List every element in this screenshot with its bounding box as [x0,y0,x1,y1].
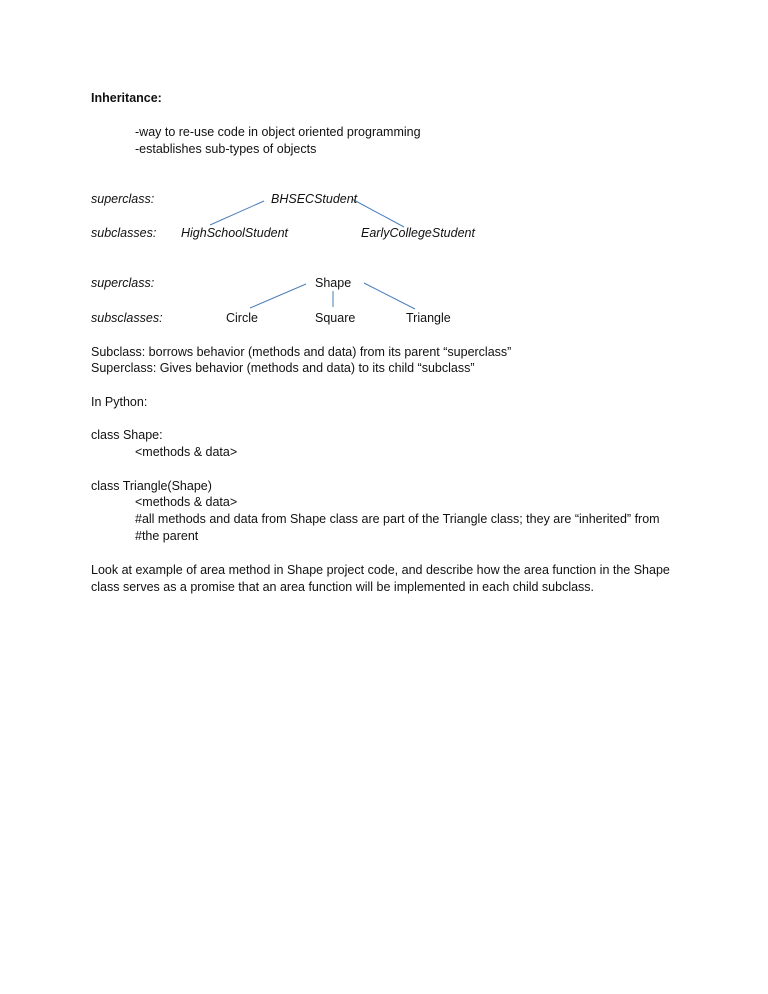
tree-root-bhsecstudent: BHSECStudent [271,192,358,206]
code-body: <methods & data> [135,495,238,509]
tree-child-circle: Circle [226,311,258,325]
connector-bhsec-highschool [210,201,264,225]
code-comment: #the parent [135,529,199,543]
definition-subclass: Subclass: borrows behavior (methods and data) from its parent “superclass” [91,345,512,359]
tree-child-highschoolstudent: HighSchoolStudent [181,226,289,240]
prompt-line: Look at example of area method in Shape project code, and describe how the area function in the Shape [91,563,670,577]
tree-root-shape: Shape [315,276,352,290]
python-heading: In Python: [91,395,148,409]
section-heading: Inheritance: [91,91,162,105]
code-line: class Triangle(Shape) [91,479,212,493]
bullet-item: -establishes sub-types of objects [135,142,317,156]
superclass-label: superclass: [91,192,155,206]
bullet-item: -way to re-use code in object oriented programming [135,125,421,139]
connector-shape-circle [250,284,306,308]
subclasses-label: subsclasses: [91,311,163,325]
subclasses-label: subclasses: [91,226,157,240]
tree-child-earlycollegestudent: EarlyCollegeStudent [361,226,475,240]
code-body: <methods & data> [135,445,238,459]
connector-shape-triangle [364,283,415,309]
superclass-label: superclass: [91,276,155,290]
tree-child-square: Square [315,311,356,325]
code-comment: #all methods and data from Shape class are part of the Triangle class; they are “inherited” from [135,512,660,526]
connector-bhsec-earlycollege [352,199,404,227]
code-line: class Shape: [91,428,163,442]
definition-superclass: Superclass: Gives behavior (methods and data) to its child “subclass” [91,361,475,375]
prompt-line: class serves as a promise that an area function will be implemented in each child subclass. [91,580,595,594]
tree-child-triangle: Triangle [406,311,451,325]
